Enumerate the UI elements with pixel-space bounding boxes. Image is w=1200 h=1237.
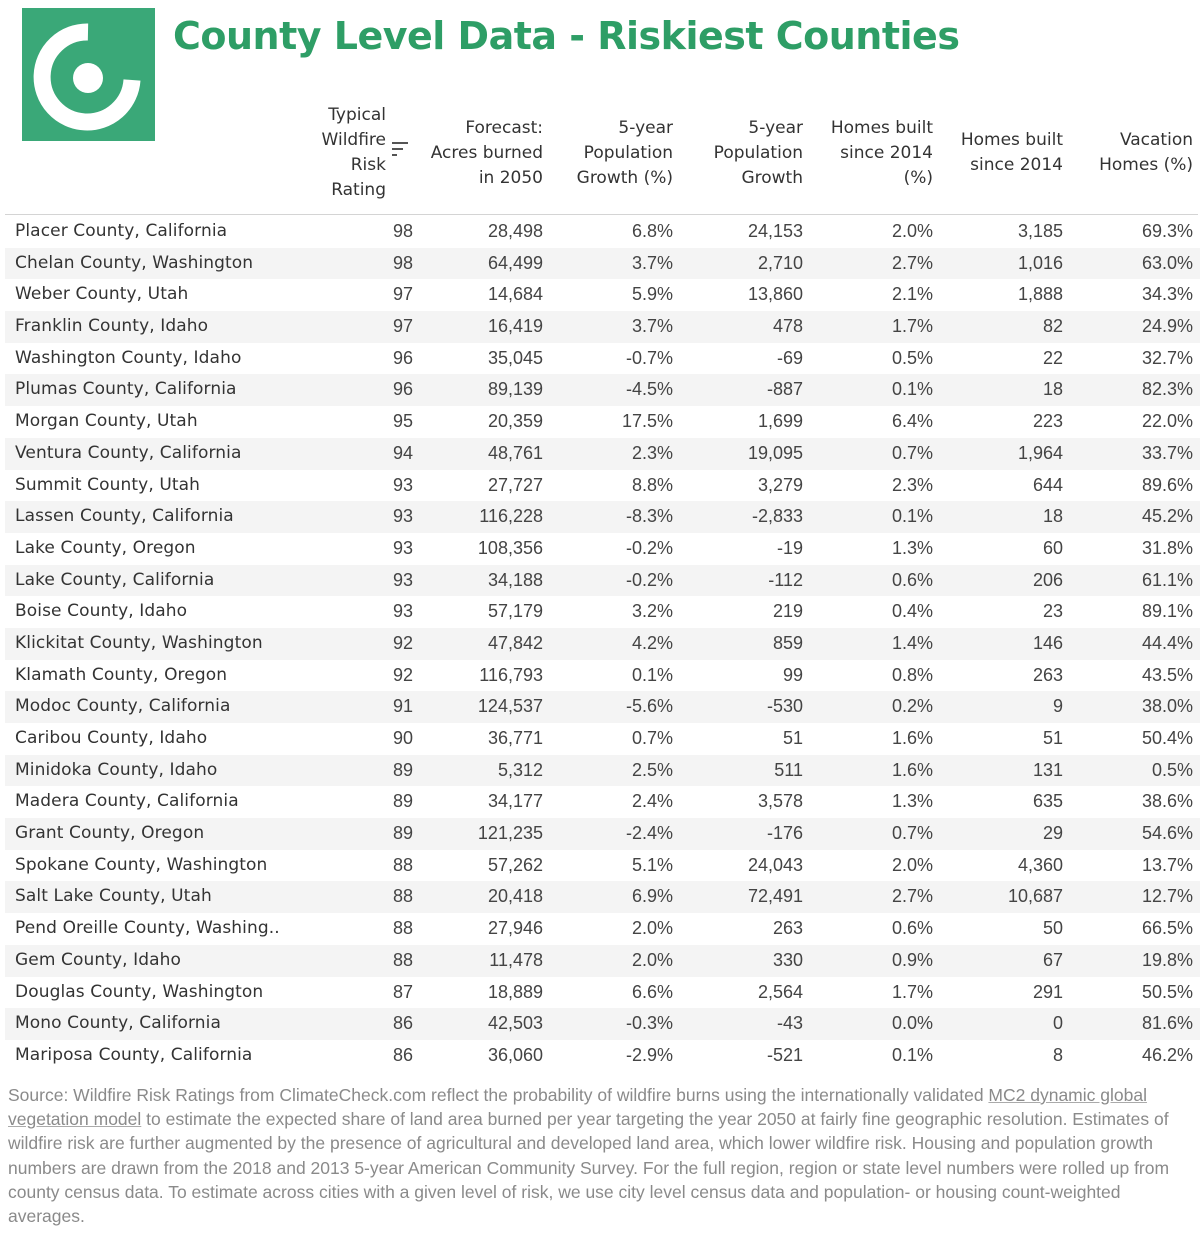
column-header-label: Population — [713, 142, 803, 163]
cell-vacation: 50.5% — [1141, 981, 1193, 1002]
county-name: Washington County, Idaho — [15, 347, 242, 368]
cell-homes: 635 — [1032, 791, 1063, 812]
cell-risk: 97 — [392, 284, 413, 305]
table-row[interactable] — [5, 216, 1200, 248]
cell-homes_pct: 2.0% — [891, 221, 933, 241]
cell-acres: 121,235 — [477, 823, 543, 844]
cell-risk: 91 — [392, 696, 413, 717]
cell-homes: 8 — [1052, 1044, 1063, 1065]
table-row[interactable] — [5, 565, 1200, 597]
cell-pop_pct: 2.0% — [631, 918, 673, 939]
table-row[interactable] — [5, 755, 1200, 787]
cell-vacation: 33.7% — [1141, 442, 1193, 463]
cell-pop_pct: 17.5% — [621, 411, 673, 432]
cell-pop_pct: -5.6% — [625, 696, 673, 717]
cell-pop: 2,564 — [757, 981, 803, 1002]
cell-acres: 57,262 — [487, 854, 543, 875]
cell-homes: 29 — [1042, 823, 1063, 844]
mc2-model-link[interactable]: MC2 dynamic global vegetation model — [8, 1085, 1147, 1130]
county-name: Lassen County, California — [15, 506, 234, 527]
cell-acres: 116,228 — [479, 506, 543, 527]
county-name: Plumas County, California — [15, 379, 237, 400]
table-body — [5, 216, 1200, 1072]
cell-pop_pct: -4.5% — [625, 379, 673, 400]
column-header-label: Growth — [741, 167, 803, 188]
county-name: Chelan County, Washington — [15, 252, 254, 273]
cell-homes: 18 — [1042, 379, 1063, 400]
cell-vacation: 69.3% — [1141, 221, 1193, 241]
cell-acres: 20,359 — [487, 411, 543, 432]
cell-vacation: 43.5% — [1141, 664, 1193, 685]
cell-pop: 330 — [772, 949, 803, 970]
cell-pop: 2,710 — [757, 252, 803, 273]
cell-vacation: 54.6% — [1141, 823, 1193, 844]
cell-acres: 27,727 — [487, 474, 543, 495]
cell-pop: 99 — [782, 664, 803, 685]
cell-homes: 644 — [1032, 474, 1063, 495]
column-header-label: Population — [583, 142, 673, 163]
cell-homes_pct: 0.1% — [891, 1044, 933, 1065]
page-title: County Level Data - Riskiest Counties — [173, 14, 960, 58]
county-name: Morgan County, Utah — [15, 411, 198, 432]
cell-pop_pct: 5.1% — [631, 854, 673, 875]
column-header-label: (%) — [903, 167, 933, 188]
cell-vacation: 38.6% — [1141, 791, 1193, 812]
cell-acres: 36,771 — [487, 728, 543, 748]
county-name: Boise County, Idaho — [15, 601, 188, 622]
table-row[interactable] — [5, 1008, 1200, 1040]
cell-acres: 108,356 — [477, 537, 543, 558]
column-header-label: Forecast: — [465, 117, 543, 138]
column-header-label: 5-year — [618, 117, 673, 138]
cell-pop: -43 — [776, 1013, 803, 1034]
cell-acres: 16,419 — [487, 316, 543, 337]
cell-risk: 92 — [392, 664, 413, 685]
column-header-label: Rating — [331, 180, 386, 200]
cell-acres: 18,889 — [487, 981, 543, 1002]
cell-homes_pct: 0.7% — [891, 442, 933, 463]
cell-homes_pct: 0.1% — [891, 379, 933, 400]
table-row[interactable] — [5, 248, 1200, 280]
cell-pop_pct: 6.9% — [631, 886, 673, 907]
cell-acres: 47,842 — [487, 632, 543, 653]
cell-pop_pct: 4.2% — [631, 632, 673, 653]
cell-homes: 1,016 — [1017, 252, 1063, 273]
footnote-text: Source: Wildfire Risk Ratings from ClimateCheck.com reflect the probability of wildfire burns using the internationally validated — [8, 1085, 989, 1105]
cell-homes_pct: 0.7% — [891, 823, 933, 844]
cell-acres: 35,045 — [487, 347, 543, 368]
cell-risk: 89 — [392, 791, 413, 812]
cell-homes: 9 — [1052, 696, 1063, 717]
table-row[interactable] — [5, 470, 1200, 502]
cell-vacation: 89.1% — [1141, 601, 1193, 622]
column-header-label: Wildfire — [321, 130, 386, 150]
cell-pop: -69 — [776, 347, 803, 368]
table-row[interactable] — [5, 279, 1200, 311]
table-row[interactable] — [5, 945, 1200, 977]
county-name: Lake County, California — [15, 569, 215, 590]
cell-homes: 22 — [1042, 347, 1063, 368]
cell-homes: 51 — [1042, 728, 1063, 748]
cell-homes_pct: 0.5% — [891, 347, 933, 368]
column-header-label: Risk — [350, 155, 386, 175]
cell-vacation: 22.0% — [1141, 411, 1193, 432]
cell-risk: 98 — [392, 252, 413, 273]
cell-risk: 94 — [392, 442, 413, 463]
county-name: Douglas County, Washington — [15, 981, 264, 1002]
cell-risk: 93 — [392, 601, 413, 622]
county-name: Weber County, Utah — [15, 284, 189, 305]
cell-vacation: 38.0% — [1141, 696, 1193, 717]
cell-pop_pct: 0.7% — [631, 728, 673, 748]
cell-pop_pct: 3.2% — [631, 601, 673, 622]
cell-homes: 146 — [1032, 632, 1063, 653]
cell-pop_pct: -0.2% — [625, 569, 673, 590]
county-name: Lake County, Oregon — [15, 537, 196, 558]
county-name: Klamath County, Oregon — [15, 664, 228, 685]
footnote-text-cont: to estimate the expected share of land area burned per year targeting the year 2050 at fairly fine geographic resolution. Estimates of wildfire risk are further augmented by the presence of agricultural and developed land area, which lower wildfire risk. Housing and population growth numbers are drawn from the 2018 and 2013 5-year American Community Survey. For the full region, region or state level numbers were rolled up from county census data. To estimate across cities with a given level of risk, we use city level census data and population- or housing count-weighted averages. — [8, 1109, 1170, 1227]
cell-homes: 263 — [1032, 664, 1063, 685]
climatecheck-logo — [22, 8, 155, 141]
cell-acres: 48,761 — [487, 442, 543, 463]
cell-vacation: 82.3% — [1141, 379, 1193, 400]
table-row[interactable] — [5, 628, 1200, 660]
cell-risk: 97 — [392, 316, 413, 337]
cell-risk: 88 — [392, 886, 413, 907]
cell-homes: 67 — [1042, 949, 1063, 970]
cell-homes_pct: 0.2% — [891, 696, 933, 717]
cell-vacation: 45.2% — [1141, 506, 1193, 527]
cell-pop: 19,095 — [747, 442, 803, 463]
cell-pop_pct: 2.0% — [631, 949, 673, 970]
cell-pop_pct: -0.2% — [625, 537, 673, 558]
cell-homes_pct: 1.3% — [891, 791, 933, 812]
cell-pop_pct: 5.9% — [631, 284, 673, 305]
column-header-label: Homes built — [830, 117, 933, 138]
table-row[interactable] — [5, 343, 1200, 375]
table-row[interactable] — [5, 311, 1200, 343]
cell-pop_pct: 8.8% — [631, 474, 673, 495]
cell-homes_pct: 1.7% — [891, 981, 933, 1002]
cell-homes_pct: 2.1% — [891, 284, 933, 305]
county-name: Placer County, California — [15, 221, 228, 241]
cell-pop_pct: 6.8% — [631, 221, 673, 241]
cell-pop: 72,491 — [747, 886, 803, 907]
cell-homes: 23 — [1042, 601, 1063, 622]
cell-homes: 18 — [1042, 506, 1063, 527]
cell-acres: 27,946 — [487, 918, 543, 939]
table-row[interactable] — [5, 374, 1200, 406]
cell-vacation: 0.5% — [1151, 759, 1193, 780]
cell-risk: 89 — [392, 759, 413, 780]
cell-homes: 50 — [1042, 918, 1063, 939]
cell-pop_pct: -8.3% — [625, 506, 673, 527]
cell-acres: 42,503 — [487, 1013, 543, 1034]
cell-pop: 219 — [772, 601, 803, 622]
county-name: Mono County, California — [15, 1013, 222, 1034]
cell-homes: 60 — [1042, 537, 1063, 558]
table-row[interactable] — [5, 660, 1200, 692]
cell-pop_pct: -2.4% — [625, 823, 673, 844]
county-name: Spokane County, Washington — [15, 854, 268, 875]
cell-homes_pct: 1.3% — [891, 537, 933, 558]
cell-pop: 3,279 — [757, 474, 803, 495]
cell-acres: 14,684 — [487, 284, 543, 305]
cell-vacation: 89.6% — [1141, 474, 1193, 495]
cell-risk: 93 — [392, 569, 413, 590]
sort-descending-icon[interactable] — [392, 139, 410, 159]
table-row[interactable] — [5, 406, 1200, 438]
cell-pop_pct: 2.3% — [631, 442, 673, 463]
county-name: Klickitat County, Washington — [15, 632, 263, 653]
cell-pop: 3,578 — [757, 791, 803, 812]
cell-pop: 859 — [772, 632, 803, 653]
column-header-label: 5-year — [748, 117, 803, 138]
cell-homes_pct: 0.1% — [891, 506, 933, 527]
cell-homes_pct: 1.6% — [891, 759, 933, 780]
table-row[interactable] — [5, 501, 1200, 533]
cell-vacation: 46.2% — [1141, 1044, 1193, 1065]
cell-homes_pct: 0.9% — [891, 949, 933, 970]
cell-homes_pct: 0.6% — [891, 569, 933, 590]
cell-risk: 89 — [392, 823, 413, 844]
cell-vacation: 63.0% — [1141, 252, 1193, 273]
cell-risk: 93 — [392, 474, 413, 495]
column-header-label: in 2050 — [478, 167, 543, 188]
cell-pop: 263 — [772, 918, 803, 939]
cell-pop: -19 — [776, 537, 803, 558]
county-name: Franklin County, Idaho — [15, 316, 209, 337]
cell-homes_pct: 6.4% — [891, 411, 933, 432]
cell-risk: 88 — [392, 854, 413, 875]
cell-risk: 95 — [392, 411, 413, 432]
cell-homes_pct: 1.4% — [891, 632, 933, 653]
cell-risk: 96 — [392, 347, 413, 368]
column-header-label: Homes built — [960, 130, 1063, 150]
county-name: Pend Oreille County, Washing.. — [15, 918, 280, 939]
column-header-label: Vacation — [1119, 130, 1193, 150]
cell-homes: 82 — [1042, 316, 1063, 337]
cell-risk: 92 — [392, 632, 413, 653]
county-name: Ventura County, California — [15, 442, 242, 463]
cell-risk: 87 — [392, 981, 413, 1002]
cell-vacation: 24.9% — [1141, 316, 1193, 337]
cell-pop: 13,860 — [747, 284, 803, 305]
column-header-vacation[interactable] — [1033, 94, 1193, 212]
cell-acres: 124,537 — [477, 696, 543, 717]
county-name: Caribou County, Idaho — [15, 728, 208, 748]
cell-acres: 116,793 — [479, 664, 543, 685]
cell-homes: 131 — [1032, 759, 1063, 780]
cell-homes: 1,964 — [1017, 442, 1063, 463]
cell-homes: 291 — [1032, 981, 1063, 1002]
cell-acres: 20,418 — [487, 886, 543, 907]
cell-homes: 10,687 — [1007, 886, 1063, 907]
cell-homes: 223 — [1032, 411, 1063, 432]
climatecheck-logo-icon — [22, 8, 155, 141]
cell-pop: 478 — [772, 316, 803, 337]
county-name: Gem County, Idaho — [15, 949, 182, 970]
cell-acres: 5,312 — [497, 759, 543, 780]
column-header-label: Growth (%) — [576, 167, 673, 188]
column-header-label: since 2014 — [840, 142, 933, 163]
cell-homes_pct: 2.7% — [891, 252, 933, 273]
cell-homes: 1,888 — [1017, 284, 1063, 305]
cell-pop: 24,043 — [747, 854, 803, 875]
county-name: Mariposa County, California — [15, 1044, 253, 1065]
column-header-risk[interactable] — [226, 94, 386, 212]
cell-risk: 86 — [392, 1044, 413, 1065]
cell-homes_pct: 0.8% — [891, 664, 933, 685]
column-header-label: Typical — [328, 105, 386, 125]
cell-risk: 96 — [392, 379, 413, 400]
table-row[interactable] — [5, 786, 1200, 818]
cell-homes: 4,360 — [1017, 854, 1063, 875]
cell-risk: 93 — [392, 506, 413, 527]
cell-vacation: 61.1% — [1141, 569, 1193, 590]
cell-homes_pct: 1.6% — [891, 728, 933, 748]
cell-pop: -530 — [766, 696, 803, 717]
cell-risk: 88 — [392, 918, 413, 939]
cell-homes_pct: 0.4% — [891, 601, 933, 622]
table-row[interactable] — [5, 723, 1200, 755]
cell-homes_pct: 0.6% — [891, 918, 933, 939]
cell-vacation: 32.7% — [1141, 347, 1193, 368]
cell-homes_pct: 0.0% — [891, 1013, 933, 1034]
cell-acres: 11,478 — [489, 949, 543, 970]
cell-risk: 90 — [392, 728, 413, 748]
cell-pop_pct: 3.7% — [631, 252, 673, 273]
column-header-label: Homes (%) — [1099, 155, 1193, 175]
cell-homes: 3,185 — [1017, 221, 1063, 241]
table-row[interactable] — [5, 438, 1200, 470]
cell-vacation: 44.4% — [1141, 632, 1193, 653]
cell-pop_pct: 6.6% — [631, 981, 673, 1002]
cell-pop: -112 — [768, 569, 803, 590]
cell-risk: 88 — [392, 949, 413, 970]
cell-acres: 34,177 — [487, 791, 543, 812]
cell-acres: 36,060 — [487, 1044, 543, 1065]
cell-vacation: 81.6% — [1141, 1013, 1193, 1034]
cell-pop_pct: -0.7% — [625, 347, 673, 368]
cell-pop_pct: 3.7% — [631, 316, 673, 337]
cell-pop: 24,153 — [747, 221, 803, 241]
table-row[interactable] — [5, 1040, 1200, 1072]
cell-acres: 64,499 — [487, 252, 543, 273]
cell-homes_pct: 1.7% — [891, 316, 933, 337]
cell-pop: 511 — [774, 759, 803, 780]
cell-pop_pct: 2.4% — [631, 791, 673, 812]
cell-pop_pct: 2.5% — [631, 759, 673, 780]
header-divider — [5, 214, 1198, 215]
table-row[interactable] — [5, 913, 1200, 945]
cell-pop: -2,833 — [751, 506, 803, 527]
cell-vacation: 34.3% — [1141, 284, 1193, 305]
cell-vacation: 13.7% — [1141, 854, 1193, 875]
cell-pop_pct: -2.9% — [625, 1044, 673, 1065]
cell-vacation: 50.4% — [1141, 728, 1193, 748]
table-row[interactable] — [5, 596, 1200, 628]
cell-vacation: 31.8% — [1141, 537, 1193, 558]
column-header-label: Acres burned — [430, 142, 543, 163]
cell-risk: 93 — [392, 537, 413, 558]
table-row[interactable] — [5, 818, 1200, 850]
cell-pop: -176 — [766, 823, 803, 844]
cell-risk: 98 — [392, 221, 413, 241]
cell-pop: 51 — [782, 728, 803, 748]
county-name: Salt Lake County, Utah — [15, 886, 212, 907]
table-row[interactable] — [5, 533, 1200, 565]
cell-vacation: 19.8% — [1141, 949, 1193, 970]
cell-homes: 206 — [1032, 569, 1063, 590]
county-name: Modoc County, California — [15, 696, 231, 717]
cell-pop_pct: 0.1% — [631, 664, 673, 685]
source-footnote — [8, 1083, 1193, 1228]
column-header-label: since 2014 — [970, 155, 1063, 175]
cell-acres: 28,498 — [487, 221, 543, 241]
cell-homes_pct: 2.7% — [891, 886, 933, 907]
cell-pop: -887 — [766, 379, 803, 400]
cell-risk: 86 — [392, 1013, 413, 1034]
table-row[interactable] — [5, 881, 1200, 913]
cell-pop: -521 — [766, 1044, 803, 1065]
cell-vacation: 12.7% — [1141, 886, 1193, 907]
cell-homes_pct: 2.0% — [891, 854, 933, 875]
cell-pop_pct: -0.3% — [625, 1013, 673, 1034]
cell-vacation: 66.5% — [1141, 918, 1193, 939]
cell-homes_pct: 2.3% — [891, 474, 933, 495]
county-name: Madera County, California — [15, 791, 239, 812]
cell-homes: 0 — [1052, 1013, 1063, 1034]
table-row[interactable] — [5, 691, 1200, 723]
county-name: Minidoka County, Idaho — [15, 759, 218, 780]
county-name: Grant County, Oregon — [15, 823, 205, 844]
cell-pop: 1,699 — [757, 411, 803, 432]
county-name: Summit County, Utah — [15, 474, 201, 495]
table-row[interactable] — [5, 977, 1200, 1009]
table-row[interactable] — [5, 850, 1200, 882]
cell-acres: 34,188 — [487, 569, 543, 590]
cell-acres: 57,179 — [487, 601, 543, 622]
cell-acres: 89,139 — [487, 379, 543, 400]
